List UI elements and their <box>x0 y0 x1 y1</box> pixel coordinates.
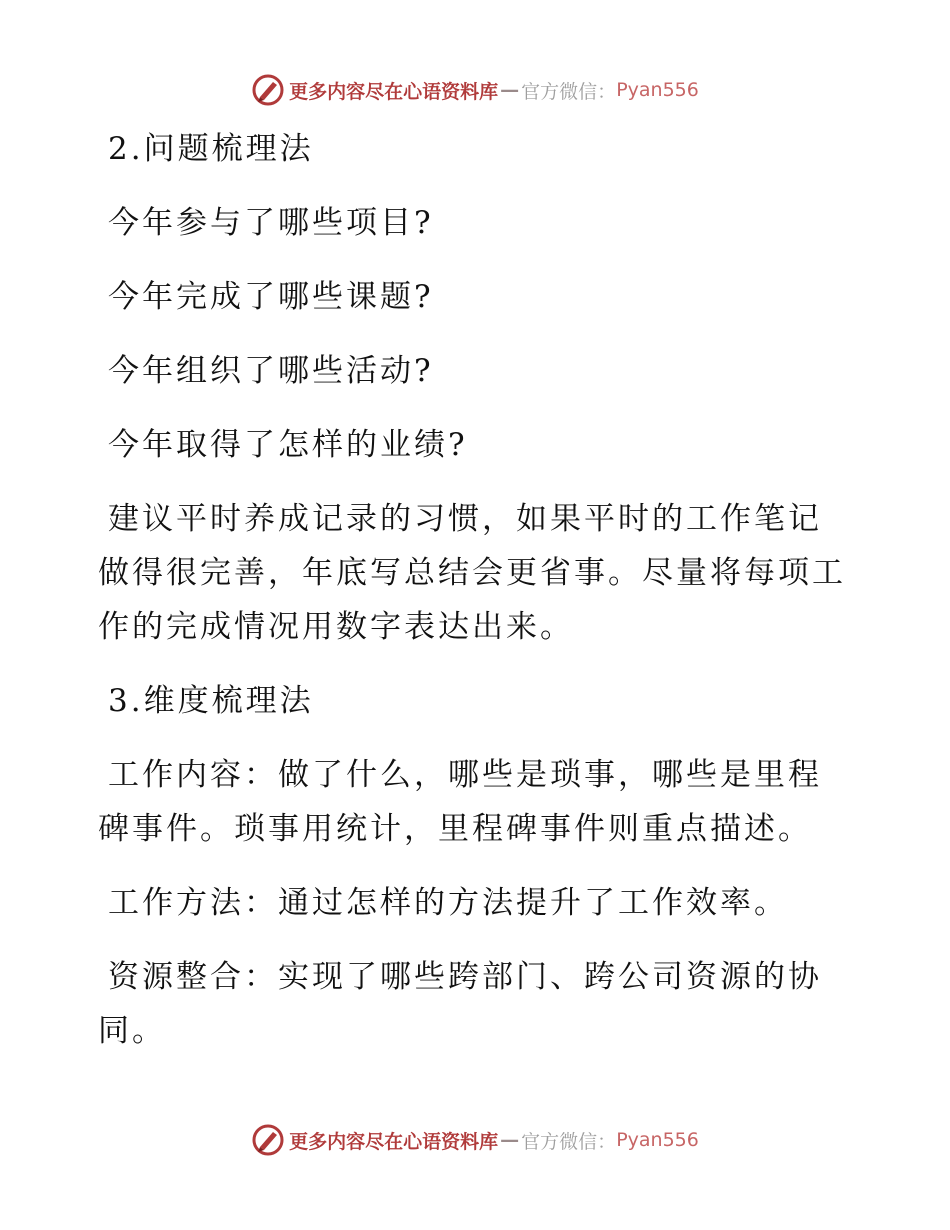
resource-paragraph <box>98 950 858 1058</box>
pen-logo-icon <box>251 1123 285 1157</box>
section-heading-3: 3.维度梳理法 <box>108 683 314 719</box>
paragraph-line: 同。 <box>98 1013 166 1049</box>
section-heading-2: 2.问题梳理法 <box>108 131 314 167</box>
banner-separator: — <box>500 1129 520 1151</box>
paragraph-line: 建议平时养成记录的习惯，如果平时的工作笔记 <box>108 501 822 537</box>
paragraph-line: 作的完成情况用数字表达出来。 <box>98 609 574 645</box>
question-item: 今年完成了哪些课题? <box>108 279 434 315</box>
question-item: 今年取得了怎样的业绩? <box>108 427 468 463</box>
banner-wechat-label: 官方微信： <box>521 80 617 103</box>
banner-wechat-id: Pyan556 <box>616 79 699 101</box>
document-body <box>98 122 858 1058</box>
paragraph-line: 做得很完善，年底写总结会更省事。尽量将每项工 <box>98 555 846 591</box>
footer-banner <box>0 1120 950 1160</box>
paragraph-line: 资源整合：实现了哪些跨部门、跨公司资源的协 <box>108 959 822 995</box>
banner-inner <box>251 1123 699 1157</box>
banner-wechat-id: Pyan556 <box>616 1129 699 1151</box>
banner-separator: — <box>500 79 520 101</box>
advice-paragraph <box>98 492 858 654</box>
pen-logo-icon <box>251 73 285 107</box>
banner-wechat-label: 官方微信： <box>521 1130 617 1153</box>
question-item: 今年参与了哪些项目? <box>108 205 434 241</box>
work-method-paragraph: 工作方法：通过怎样的方法提升了工作效率。 <box>108 885 788 921</box>
question-item: 今年组织了哪些活动? <box>108 353 434 389</box>
paragraph-line: 工作内容：做了什么，哪些是琐事，哪些是里程 <box>108 757 822 793</box>
banner-slogan: 更多内容尽在心语资料库 <box>289 80 499 103</box>
banner-slogan: 更多内容尽在心语资料库 <box>289 1130 499 1153</box>
header-banner <box>0 70 950 110</box>
paragraph-line: 碑事件。琐事用统计，里程碑事件则重点描述。 <box>98 811 812 847</box>
banner-inner <box>251 73 699 107</box>
work-content-paragraph <box>98 748 858 856</box>
